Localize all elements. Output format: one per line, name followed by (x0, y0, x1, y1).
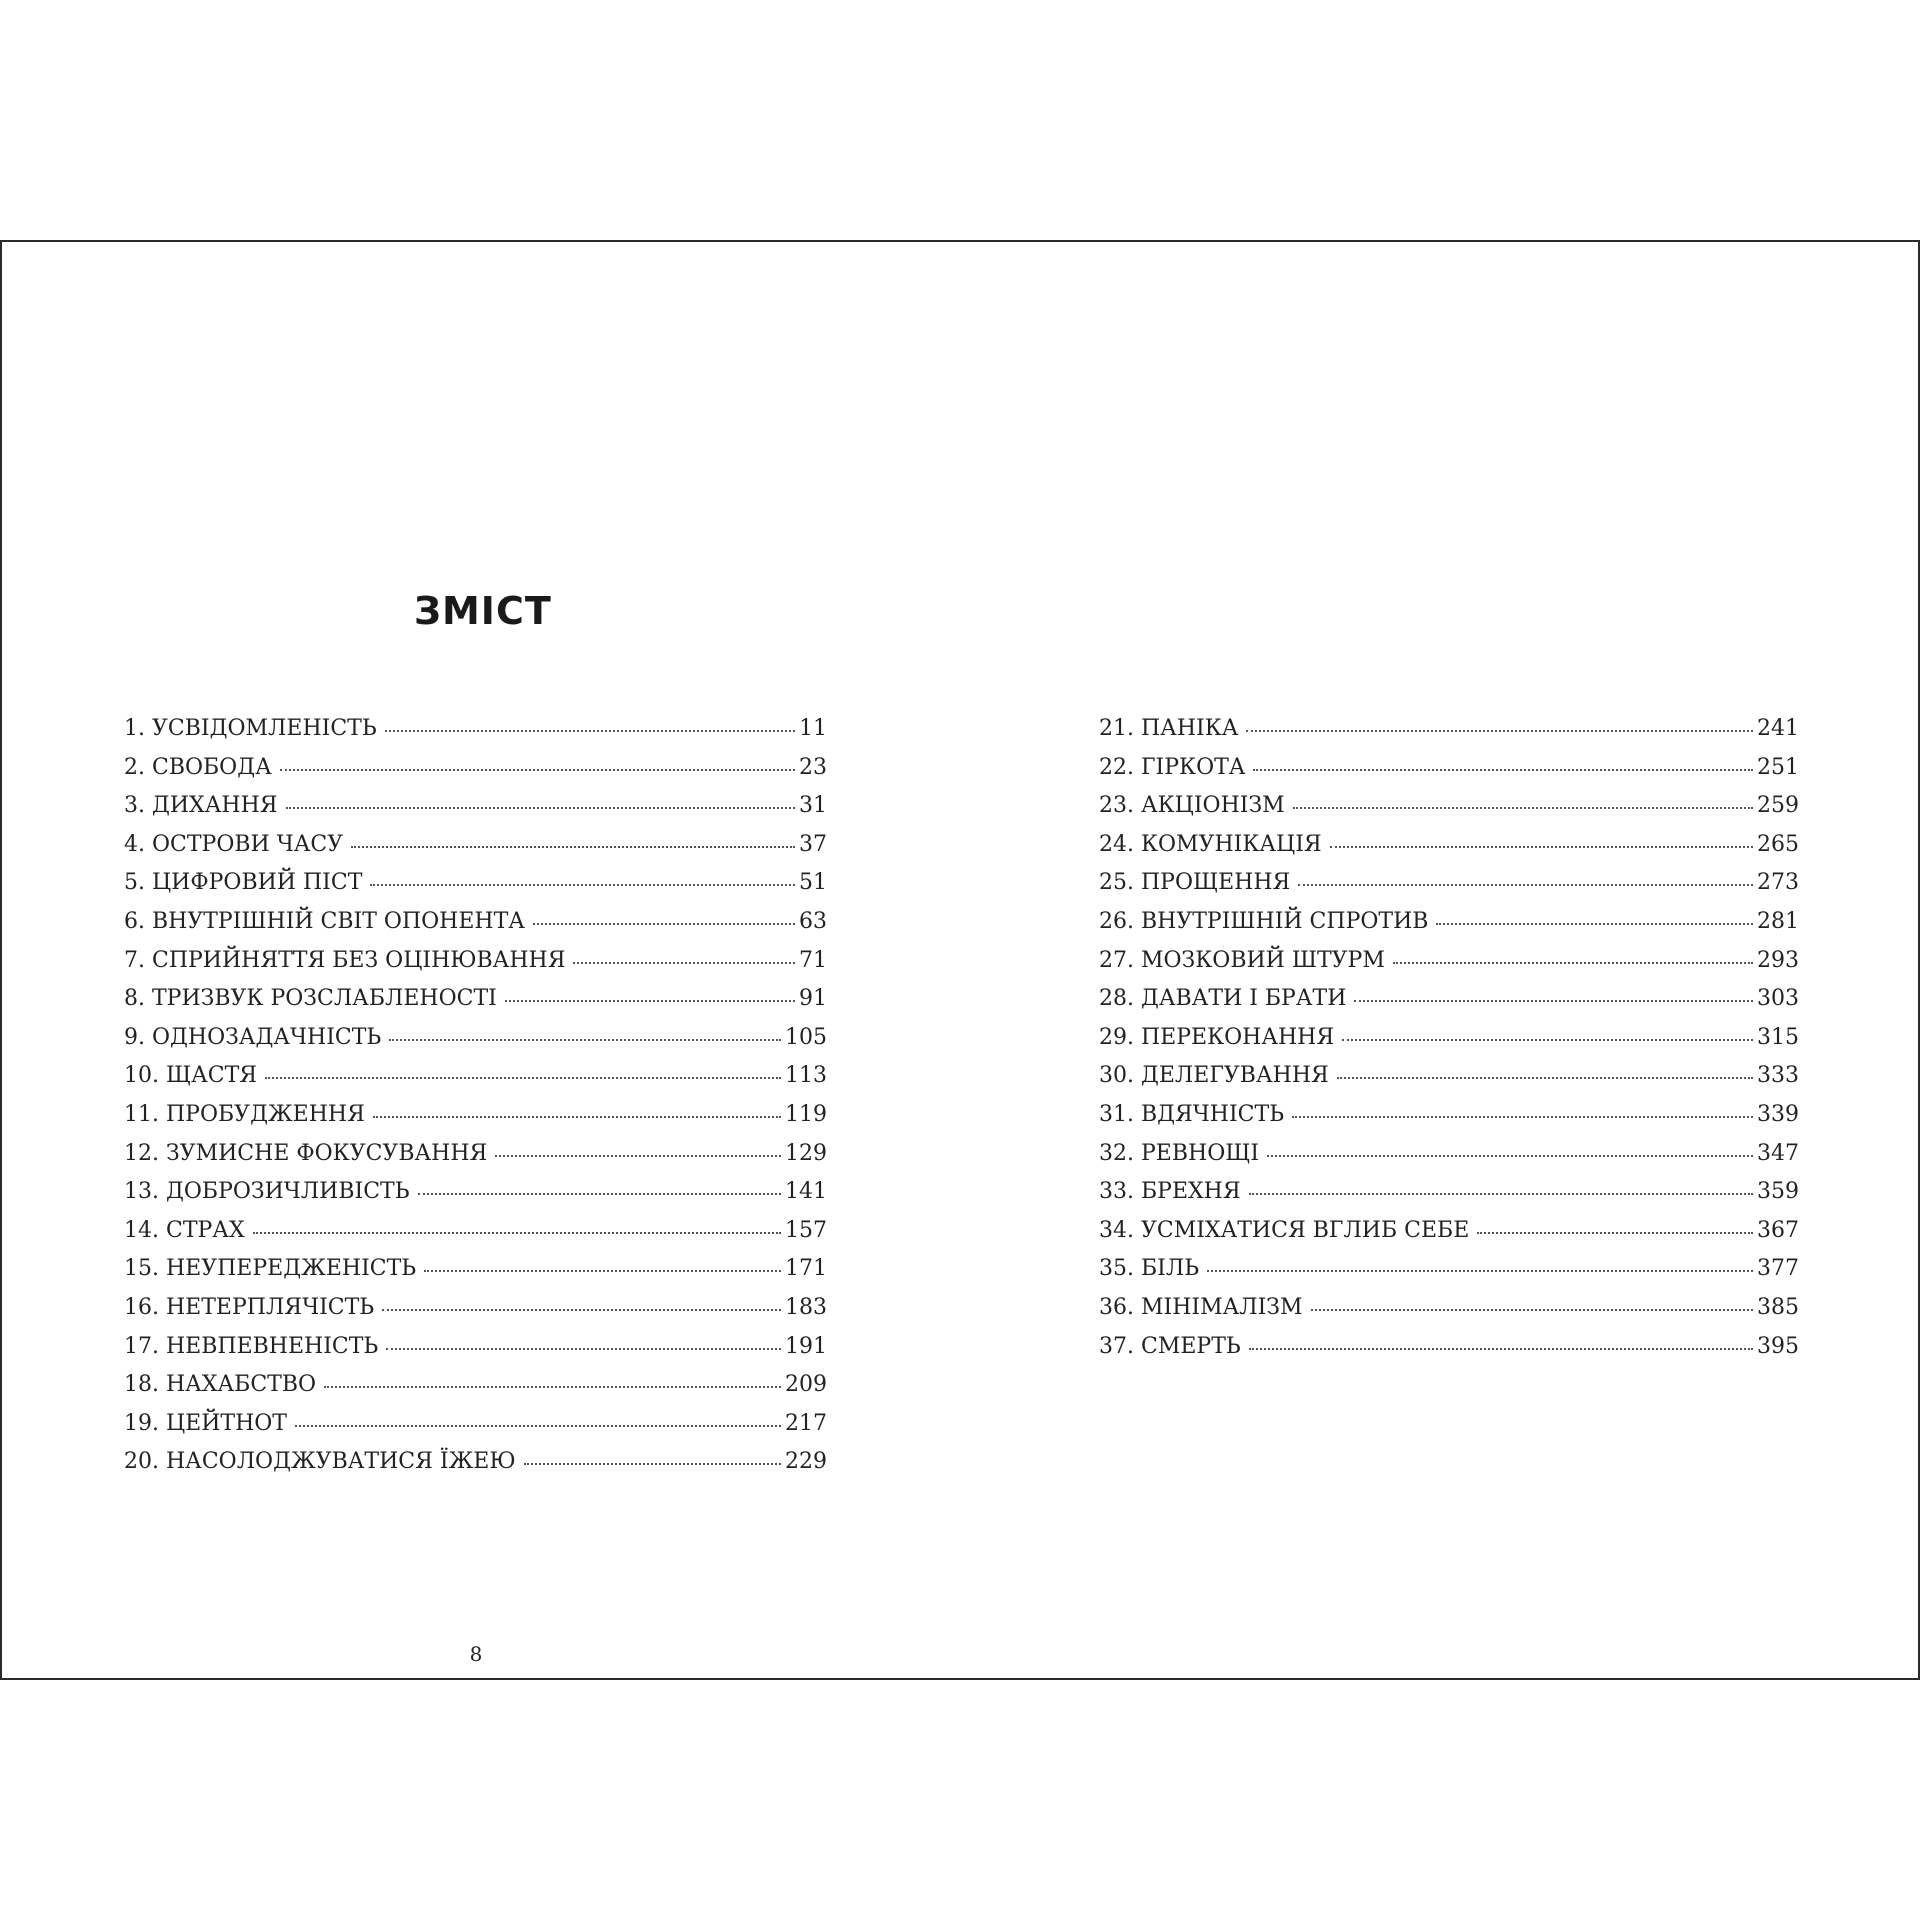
toc-entry-title: 26. ВНУТРІШНІЙ СПРОТИВ (1099, 908, 1429, 934)
page-number: 8 (469, 1642, 483, 1666)
toc-entry-title: 23. АКЦІОНІЗМ (1099, 793, 1285, 819)
toc-entry (1099, 986, 1799, 1025)
toc-entry-title: 19. ЦЕЙТНОТ (124, 1410, 287, 1436)
dot-leader (424, 1270, 781, 1272)
toc-entry-page: 37 (799, 831, 827, 857)
dot-leader (382, 1309, 781, 1311)
dot-leader (1207, 1270, 1753, 1272)
toc-entry (1099, 909, 1799, 948)
toc-entry-page: 303 (1757, 986, 1799, 1012)
dot-leader (253, 1232, 781, 1234)
dot-leader (573, 962, 795, 964)
toc-entry-title: 3. ДИХАННЯ (124, 793, 278, 819)
toc-entry (1099, 1102, 1799, 1141)
toc-entry-title: 37. СМЕРТЬ (1099, 1333, 1241, 1359)
toc-entry-title: 7. СПРИЙНЯТТЯ БЕЗ ОЦІНЮВАННЯ (124, 947, 566, 973)
dot-leader (324, 1386, 781, 1388)
toc-entry (1099, 1334, 1799, 1373)
dot-leader (1330, 846, 1753, 848)
toc-right-column (1099, 716, 1799, 1372)
toc-entry (124, 1411, 827, 1450)
toc-entry-title: 10. ЩАСТЯ (124, 1063, 258, 1089)
toc-entry (124, 716, 827, 755)
toc-entry-title: 34. УСМІХАТИСЯ ВГЛИБ СЕБЕ (1099, 1217, 1470, 1243)
toc-entry (1099, 1025, 1799, 1064)
toc-entry-page: 129 (785, 1140, 827, 1166)
toc-entry (1099, 793, 1799, 832)
toc-entry (1099, 755, 1799, 794)
dot-leader (1477, 1232, 1753, 1234)
toc-entry (124, 1218, 827, 1257)
dot-leader (1249, 1348, 1753, 1350)
toc-entry-title: 21. ПАНІКА (1099, 716, 1239, 741)
toc-entry-title: 17. НЕВПЕВНЕНІСТЬ (124, 1333, 379, 1359)
toc-entry-page: 23 (799, 754, 827, 780)
dot-leader (370, 884, 795, 886)
toc-entry (1099, 870, 1799, 909)
toc-entry-title: 6. ВНУТРІШНІЙ СВІТ ОПОНЕНТА (124, 908, 525, 934)
dot-leader (1293, 807, 1753, 809)
toc-entry-page: 119 (785, 1101, 827, 1127)
toc-entry-title: 30. ДЕЛЕГУВАННЯ (1099, 1063, 1329, 1089)
toc-entry (1099, 716, 1799, 755)
toc-entry-page: 217 (785, 1410, 827, 1436)
toc-left-column (124, 716, 827, 1488)
toc-entry (124, 948, 827, 987)
dot-leader (389, 1039, 781, 1041)
toc-entry-page: 333 (1757, 1063, 1799, 1089)
toc-entry-page: 51 (799, 870, 827, 896)
toc-entry-page: 359 (1757, 1179, 1799, 1205)
toc-entry (124, 1256, 827, 1295)
toc-entry-page: 105 (785, 1024, 827, 1050)
toc-entry (1099, 1141, 1799, 1180)
toc-entry-title: 32. РЕВНОЩІ (1099, 1140, 1260, 1166)
toc-entry-page: 385 (1757, 1294, 1799, 1320)
toc-entry-page: 209 (785, 1372, 827, 1398)
toc-entry-page: 241 (1757, 716, 1799, 741)
dot-leader (386, 1348, 781, 1350)
toc-entry-page: 191 (785, 1333, 827, 1359)
toc-entry-title: 18. НАХАБСТВО (124, 1372, 317, 1398)
toc-entry-page: 367 (1757, 1217, 1799, 1243)
dot-leader (418, 1193, 781, 1195)
dot-leader (1292, 1116, 1753, 1118)
dot-leader (373, 1116, 781, 1118)
toc-entry (1099, 1295, 1799, 1334)
toc-entry-title: 33. БРЕХНЯ (1099, 1179, 1241, 1205)
toc-entry-title: 36. МІНІМАЛІЗМ (1099, 1294, 1303, 1320)
dot-leader (351, 846, 795, 848)
toc-entry (124, 1102, 827, 1141)
toc-entry-page: 395 (1757, 1333, 1799, 1359)
dot-leader (495, 1155, 781, 1157)
toc-entry (124, 909, 827, 948)
toc-entry-page: 11 (799, 716, 827, 741)
dot-leader (1393, 962, 1753, 964)
toc-entry-page: 315 (1757, 1024, 1799, 1050)
toc-entry-title: 28. ДАВАТИ І БРАТИ (1099, 986, 1347, 1012)
dot-leader (295, 1425, 781, 1427)
toc-entry-title: 20. НАСОЛОДЖУВАТИСЯ ЇЖЕЮ (124, 1449, 516, 1475)
toc-entry-page: 265 (1757, 831, 1799, 857)
dot-leader (1311, 1309, 1753, 1311)
dot-leader (1267, 1155, 1753, 1157)
toc-entry-page: 259 (1757, 793, 1799, 819)
toc-entry-page: 141 (785, 1179, 827, 1205)
toc-entry (124, 986, 827, 1025)
toc-entry (1099, 948, 1799, 987)
toc-entry-page: 31 (799, 793, 827, 819)
toc-entry (124, 1295, 827, 1334)
dot-leader (286, 807, 795, 809)
toc-entry (124, 1141, 827, 1180)
toc-entry-page: 71 (799, 947, 827, 973)
toc-entry (124, 1372, 827, 1411)
toc-entry-page: 171 (785, 1256, 827, 1282)
toc-entry (124, 1025, 827, 1064)
toc-entry-page: 293 (1757, 947, 1799, 973)
dot-leader (524, 1463, 781, 1465)
toc-entry-title: 4. ОСТРОВИ ЧАСУ (124, 831, 344, 857)
dot-leader (1249, 1193, 1753, 1195)
toc-entry (1099, 1218, 1799, 1257)
dot-leader (1342, 1039, 1753, 1041)
dot-leader (1354, 1000, 1753, 1002)
toc-entry-page: 251 (1757, 754, 1799, 780)
toc-entry-title: 13. ДОБРОЗИЧЛИВІСТЬ (124, 1179, 410, 1205)
page-title: ЗМІСТ (414, 589, 552, 633)
dot-leader (385, 730, 795, 732)
toc-entry (124, 793, 827, 832)
toc-entry-title: 9. ОДНОЗАДАЧНІСТЬ (124, 1024, 382, 1050)
dot-leader (505, 1000, 795, 1002)
toc-entry-title: 14. СТРАХ (124, 1217, 245, 1243)
toc-entry-title: 8. ТРИЗВУК РОЗСЛАБЛЕНОСТІ (124, 986, 497, 1012)
toc-entry-title: 29. ПЕРЕКОНАННЯ (1099, 1024, 1335, 1050)
toc-entry-page: 377 (1757, 1256, 1799, 1282)
toc-entry-page: 157 (785, 1217, 827, 1243)
toc-entry-title: 12. ЗУМИСНЕ ФОКУСУВАННЯ (124, 1140, 488, 1166)
book-spread (0, 240, 1920, 1680)
toc-entry-page: 113 (785, 1063, 827, 1089)
dot-leader (1436, 923, 1753, 925)
toc-entry (124, 1063, 827, 1102)
toc-entry-page: 347 (1757, 1140, 1799, 1166)
toc-entry-title: 31. ВДЯЧНІСТЬ (1099, 1101, 1285, 1127)
toc-entry (1099, 1256, 1799, 1295)
toc-entry-title: 15. НЕУПЕРЕДЖЕНІСТЬ (124, 1256, 417, 1282)
toc-entry-title: 11. ПРОБУДЖЕННЯ (124, 1101, 365, 1127)
dot-leader (1253, 769, 1753, 771)
dot-leader (1246, 730, 1753, 732)
toc-entry (124, 755, 827, 794)
toc-entry-title: 35. БІЛЬ (1099, 1256, 1200, 1282)
toc-entry-page: 281 (1757, 908, 1799, 934)
toc-entry-page: 273 (1757, 870, 1799, 896)
toc-entry-page: 91 (799, 986, 827, 1012)
toc-entry-title: 16. НЕТЕРПЛЯЧІСТЬ (124, 1294, 375, 1320)
toc-entry-title: 22. ГІРКОТА (1099, 754, 1246, 780)
toc-entry (124, 870, 827, 909)
toc-entry (1099, 1063, 1799, 1102)
toc-entry (124, 1179, 827, 1218)
toc-entry-title: 27. МОЗКОВИЙ ШТУРМ (1099, 947, 1385, 973)
toc-entry (124, 1334, 827, 1373)
toc-entry-title: 1. УСВІДОМЛЕНІСТЬ (124, 716, 377, 741)
toc-entry (1099, 832, 1799, 871)
toc-entry-page: 63 (799, 908, 827, 934)
toc-entry-title: 2. СВОБОДА (124, 754, 272, 780)
toc-entry (124, 1449, 827, 1488)
dot-leader (1298, 884, 1753, 886)
toc-entry-page: 339 (1757, 1101, 1799, 1127)
toc-entry-title: 25. ПРОЩЕННЯ (1099, 870, 1291, 896)
toc-entry-title: 24. КОМУНІКАЦІЯ (1099, 831, 1322, 857)
toc-entry-page: 229 (785, 1449, 827, 1475)
toc-entry-page: 183 (785, 1294, 827, 1320)
toc-entry (124, 832, 827, 871)
toc-entry-title: 5. ЦИФРОВИЙ ПІСТ (124, 870, 363, 896)
dot-leader (533, 923, 795, 925)
dot-leader (280, 769, 795, 771)
dot-leader (1337, 1077, 1753, 1079)
dot-leader (265, 1077, 781, 1079)
toc-entry (1099, 1179, 1799, 1218)
